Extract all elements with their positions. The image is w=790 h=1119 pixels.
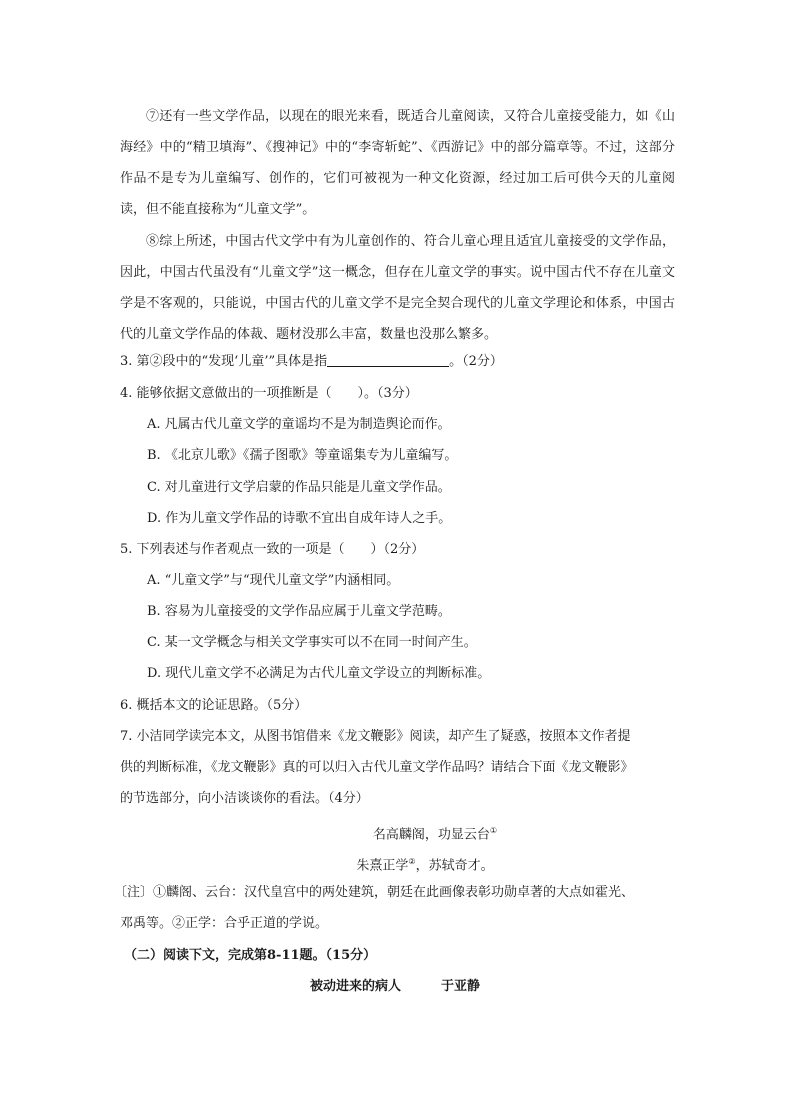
poem-line-2-text-a: 朱熹正学 bbox=[356, 858, 409, 874]
footnote-marker-2: ② bbox=[408, 857, 416, 866]
question-4-option-d: D. 作为儿童文学作品的诗歌不宜出自成年诗人之手。 bbox=[147, 511, 452, 526]
paragraph-8-text: ⑧综上所述，中国古代文学中有为儿童创作的、符合儿童心理且适宜儿童接受的文学作品，因此，中国古代虽没有“儿童文学”这一概念，但存在儿童文学的事实。说中国古代不存在儿童文学是不客观的，只能说，中国古代的儿童文学不是完全契合现代的儿童文学理论和体系，中国古代的儿童文学作品的体裁、题材没那么丰富，数量也没那么繁多。 bbox=[120, 234, 675, 342]
poem-line-1-text: 名高麟阁，功显云台 bbox=[372, 827, 490, 843]
question-7-line-3: 的节选部分，向小洁谈谈你的看法。（4分） bbox=[120, 791, 369, 806]
question-5-option-a: A. “儿童文学”与“现代儿童文学”内涵相同。 bbox=[147, 573, 400, 588]
section-2-heading: （二）阅读下文，完成第8-11题。（15分） bbox=[124, 948, 377, 963]
paragraph-7-text: ⑦还有一些文学作品，以现在的眼光来看，既适合儿童阅读，又符合儿童接受能力，如《山海经》中的“精卫填海”、《搜神记》中的“李寄斩蛇”、《西游记》中的部分篇章等。不过，这部分作品不是专为儿童编写、创作的，它们可被视为一种文化资源，经过加工后可供今天的儿童阅读，但不能直接称为“儿童文学”。 bbox=[120, 109, 675, 217]
question-4-stem: 4. 能够依据文意做出的一项推断是（ ）。（3分） bbox=[120, 386, 418, 401]
question-5-option-d: D. 现代儿童文学不必满足为古代儿童文学设立的判断标准。 bbox=[147, 666, 491, 681]
question-5-option-b: B. 容易为儿童接受的文学作品应属于儿童文学范畴。 bbox=[147, 604, 451, 619]
article-author: 于亚静 bbox=[441, 979, 481, 994]
note-line-1: 〔注〕①麟阁、云台：汉代皇宫中的两处建筑，朝廷在此画像表彰功勋卓著的大点如霍光、 bbox=[114, 885, 635, 900]
paragraph-8 bbox=[120, 226, 675, 350]
article-title-line bbox=[0, 977, 790, 997]
question-5-option-c: C. 某一文学概念与相关文学事实可以不在同一时间产生。 bbox=[147, 635, 477, 650]
question-7-line-1: 7. 小洁同学读完本文，从图书馆借来《龙文鞭影》阅读，却产生了疑惑，按照本文作者提 bbox=[120, 729, 631, 744]
question-6: 6. 概括本文的论证思路。（5分） bbox=[120, 698, 308, 713]
question-4-option-a: A. 凡属古代儿童文学的童谣均不是为制造舆论而作。 bbox=[147, 417, 451, 432]
footnote-marker-1: ① bbox=[489, 826, 498, 835]
answer-blank[interactable] bbox=[327, 352, 449, 367]
question-4-option-c: C. 对儿童进行文学启蒙的作品只能是儿童文学作品。 bbox=[147, 480, 451, 495]
article-title: 被动进来的病人 bbox=[309, 979, 401, 994]
question-7-line-2: 供的判断标准，《龙文鞭影》真的可以归入古代儿童文学作品吗？请结合下面《龙文鞭影》 bbox=[120, 760, 634, 775]
note-line-2: 邓禹等。②正学：合乎正道的学说。 bbox=[120, 916, 329, 931]
poem-line-2 bbox=[30, 852, 790, 876]
question-3 bbox=[120, 352, 680, 372]
question-4-option-b: B. 《北京儿歌》《孺子图歌》等童谣集专为儿童编写。 bbox=[147, 448, 458, 463]
paragraph-7 bbox=[120, 101, 675, 225]
question-3-text: 3. 第②段中的“发现‘儿童’”具体是指 bbox=[120, 354, 328, 369]
poem-line-1 bbox=[40, 821, 790, 845]
question-5-stem: 5. 下列表述与作者观点一致的一项是（ ）（2分） bbox=[120, 542, 425, 557]
question-3-tail: 。（2分） bbox=[449, 354, 503, 369]
poem-line-2-text-b: ，苏轼奇才。 bbox=[415, 858, 494, 874]
